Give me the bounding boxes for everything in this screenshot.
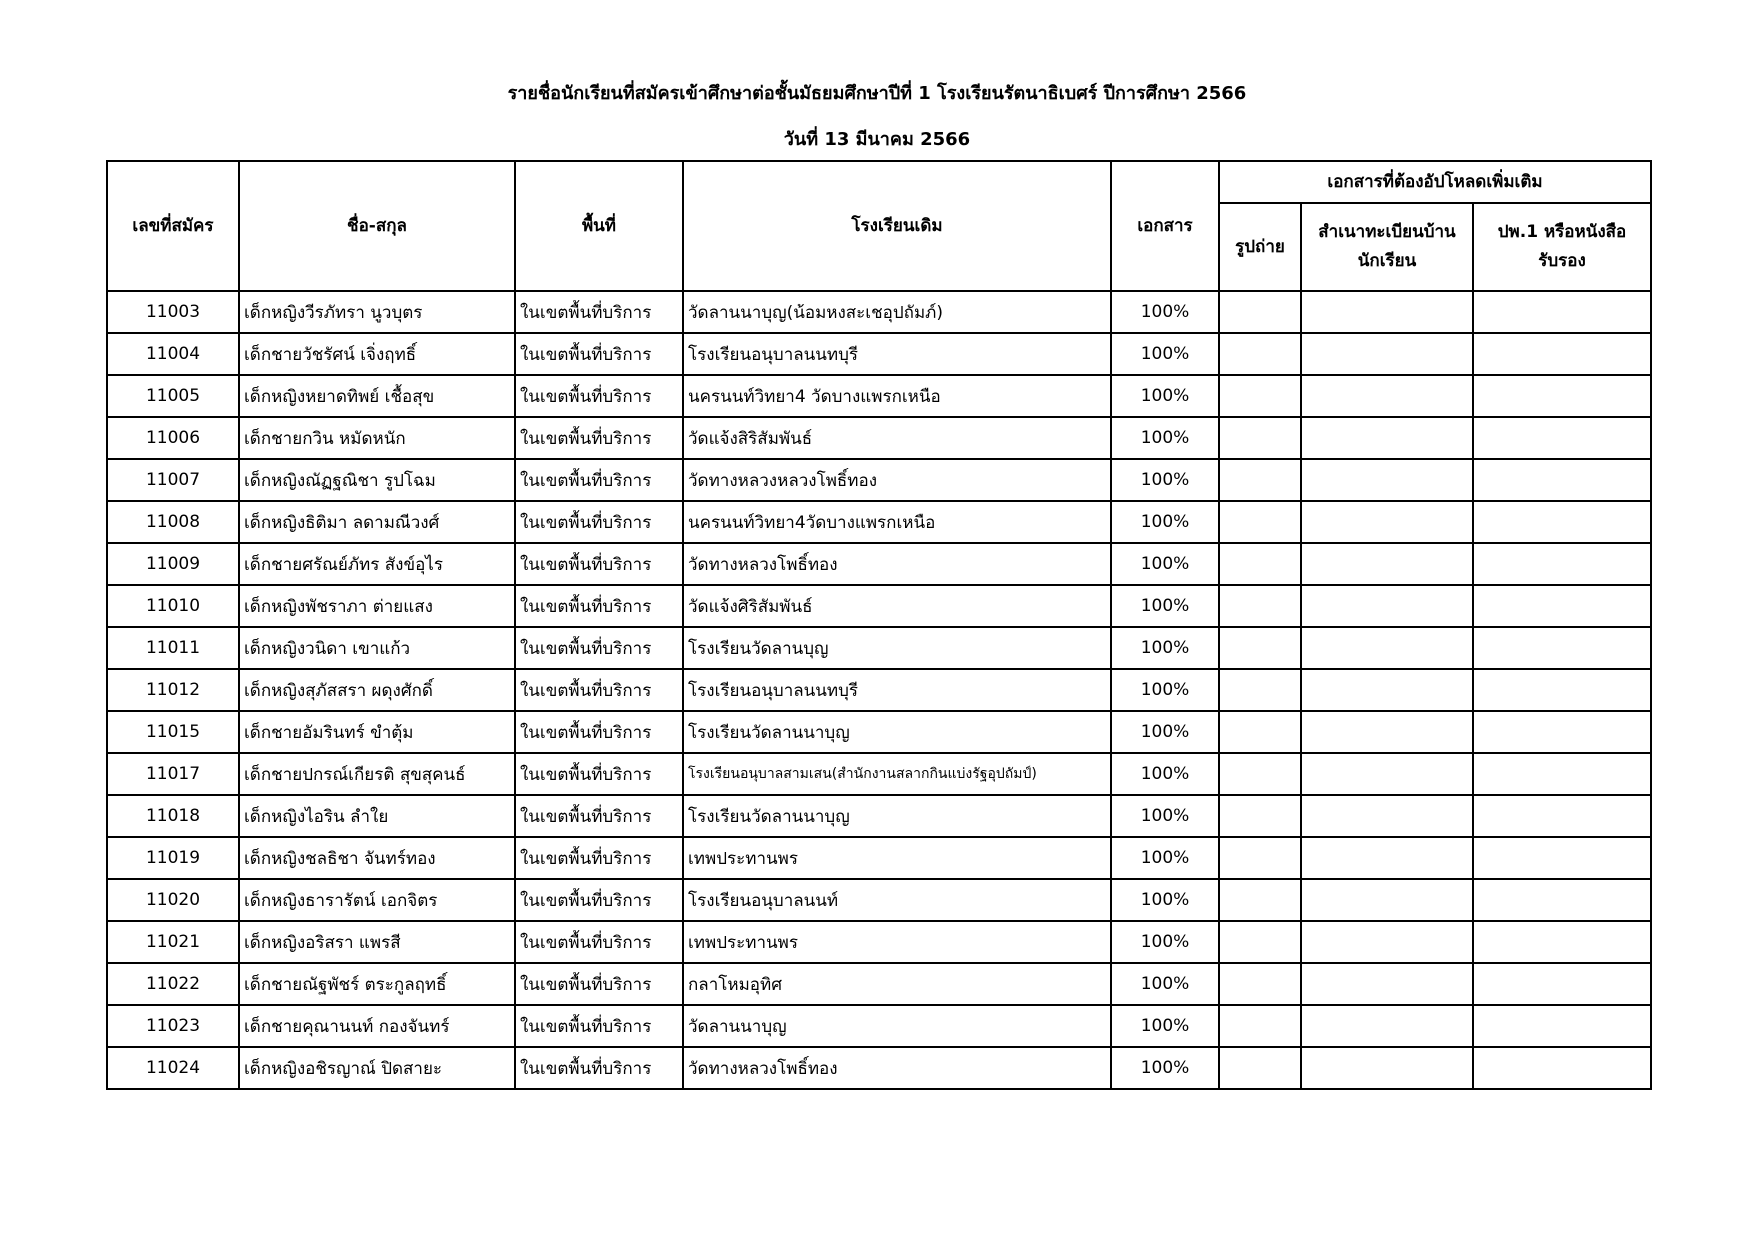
previous-school: โรงเรียนวัดลานนาบุญ [683,795,1111,837]
document-status: 100% [1111,711,1219,753]
document-status: 100% [1111,291,1219,333]
document-status: 100% [1111,837,1219,879]
photo-upload-cell [1219,879,1301,921]
certificate-upload-cell [1473,417,1651,459]
previous-school: วัดแจ้งศิริสัมพันธ์ [683,585,1111,627]
applicant-id: 11009 [107,543,239,585]
service-area: ในเขตพื้นที่บริการ [515,921,683,963]
student-name: เด็กชายปกรณ์เกียรติ สุขสุคนธ์ [239,753,515,795]
house-registration-upload-cell [1301,879,1473,921]
house-registration-upload-cell [1301,753,1473,795]
photo-upload-cell [1219,669,1301,711]
photo-upload-cell [1219,459,1301,501]
applicant-id: 11018 [107,795,239,837]
table-row [107,417,1651,459]
service-area: ในเขตพื้นที่บริการ [515,1005,683,1047]
photo-upload-cell [1219,921,1301,963]
table-row [107,375,1651,417]
table-row [107,291,1651,333]
photo-upload-cell [1219,795,1301,837]
house-registration-upload-cell [1301,585,1473,627]
document-status: 100% [1111,753,1219,795]
certificate-upload-cell [1473,963,1651,1005]
service-area: ในเขตพื้นที่บริการ [515,627,683,669]
student-name: เด็กหญิงธิติมา ลดามณีวงศ์ [239,501,515,543]
applicant-id: 11012 [107,669,239,711]
document-status: 100% [1111,585,1219,627]
previous-school: โรงเรียนวัดลานนาบุญ [683,711,1111,753]
applicant-id: 11004 [107,333,239,375]
previous-school: วัดลานนาบุญ [683,1005,1111,1047]
photo-upload-cell [1219,375,1301,417]
table-row [107,711,1651,753]
certificate-upload-cell [1473,837,1651,879]
column-header-name: ชื่อ-สกุล [239,161,515,291]
document-status: 100% [1111,1005,1219,1047]
house-registration-upload-cell [1301,711,1473,753]
document-status: 100% [1111,921,1219,963]
certificate-upload-cell [1473,711,1651,753]
table-row [107,795,1651,837]
house-registration-upload-cell [1301,627,1473,669]
student-name: เด็กหญิงวีรภัทรา นูวบุตร [239,291,515,333]
table-row [107,669,1651,711]
previous-school: เทพประทานพร [683,921,1111,963]
service-area: ในเขตพื้นที่บริการ [515,585,683,627]
applicant-id: 11021 [107,921,239,963]
house-registration-upload-cell [1301,501,1473,543]
photo-upload-cell [1219,585,1301,627]
previous-school: โรงเรียนอนุบาลนนท์ [683,879,1111,921]
student-name: เด็กหญิงพัชราภา ต่ายแสง [239,585,515,627]
service-area: ในเขตพื้นที่บริการ [515,1047,683,1089]
house-registration-upload-cell [1301,417,1473,459]
certificate-upload-cell [1473,921,1651,963]
document-status: 100% [1111,879,1219,921]
service-area: ในเขตพื้นที่บริการ [515,291,683,333]
document-status: 100% [1111,417,1219,459]
certificate-upload-cell [1473,1047,1651,1089]
certificate-upload-cell [1473,879,1651,921]
certificate-upload-cell [1473,585,1651,627]
photo-upload-cell [1219,543,1301,585]
photo-upload-cell [1219,501,1301,543]
certificate-upload-cell [1473,795,1651,837]
photo-upload-cell [1219,417,1301,459]
applicant-id: 11003 [107,291,239,333]
house-registration-upload-cell [1301,963,1473,1005]
certificate-upload-cell [1473,501,1651,543]
document-status: 100% [1111,963,1219,1005]
service-area: ในเขตพื้นที่บริการ [515,333,683,375]
table-row [107,921,1651,963]
applicant-id: 11011 [107,627,239,669]
column-header-house-registration: สำเนาทะเบียนบ้าน นักเรียน [1301,203,1473,291]
student-name: เด็กหญิงสุภัสสรา ผดุงศักดิ์ [239,669,515,711]
house-registration-upload-cell [1301,375,1473,417]
column-header-certificate: ปพ.1 หรือหนังสือรับรอง [1473,203,1651,291]
applicant-table [106,160,1652,1090]
table-row [107,1047,1651,1089]
document-status: 100% [1111,795,1219,837]
service-area: ในเขตพื้นที่บริการ [515,543,683,585]
previous-school: โรงเรียนอนุบาลสามเสน(สำนักงานสลากกินแบ่งรัฐอุปถัมป์) [683,753,1111,795]
certificate-upload-cell [1473,333,1651,375]
house-registration-upload-cell [1301,795,1473,837]
column-header-photo: รูปถ่าย [1219,203,1301,291]
photo-upload-cell [1219,627,1301,669]
document-status: 100% [1111,669,1219,711]
student-name: เด็กหญิงวนิดา เขาแก้ว [239,627,515,669]
student-name: เด็กหญิงณัฏฐณิชา รูปโฉม [239,459,515,501]
column-header-id: เลขที่สมัคร [107,161,239,291]
table-row [107,585,1651,627]
certificate-upload-cell [1473,291,1651,333]
table-row [107,543,1651,585]
document-status: 100% [1111,459,1219,501]
previous-school: นครนนท์วิทยา4วัดบางแพรกเหนือ [683,501,1111,543]
applicant-id: 11023 [107,1005,239,1047]
applicant-id: 11024 [107,1047,239,1089]
student-name: เด็กหญิงอริสรา แพรสี [239,921,515,963]
column-header-school: โรงเรียนเดิม [683,161,1111,291]
student-name: เด็กชายวัชรัศน์ เจิ่งฤทธิ์ [239,333,515,375]
table-row [107,459,1651,501]
document-status: 100% [1111,375,1219,417]
house-registration-upload-cell [1301,669,1473,711]
certificate-upload-cell [1473,375,1651,417]
house-registration-upload-cell [1301,543,1473,585]
applicant-id: 11005 [107,375,239,417]
previous-school: นครนนท์วิทยา4 วัดบางแพรกเหนือ [683,375,1111,417]
applicant-id: 11010 [107,585,239,627]
previous-school: วัดทางหลวงหลวงโพธิ์ทอง [683,459,1111,501]
table-row [107,627,1651,669]
certificate-upload-cell [1473,753,1651,795]
photo-upload-cell [1219,291,1301,333]
previous-school: เทพประทานพร [683,837,1111,879]
student-name: เด็กหญิงไอริน ลำใย [239,795,515,837]
student-name: เด็กชายกวิน หมัดหนัก [239,417,515,459]
table-row [107,837,1651,879]
applicant-id: 11017 [107,753,239,795]
student-name: เด็กชายศรัณย์ภัทร สังข์อุไร [239,543,515,585]
service-area: ในเขตพื้นที่บริการ [515,753,683,795]
service-area: ในเขตพื้นที่บริการ [515,669,683,711]
service-area: ในเขตพื้นที่บริการ [515,375,683,417]
previous-school: วัดทางหลวงโพธิ์ทอง [683,543,1111,585]
house-registration-upload-cell [1301,921,1473,963]
document-status: 100% [1111,543,1219,585]
photo-upload-cell [1219,753,1301,795]
photo-upload-cell [1219,1047,1301,1089]
service-area: ในเขตพื้นที่บริการ [515,963,683,1005]
student-name: เด็กชายอัมรินทร์ ขำตุ้ม [239,711,515,753]
previous-school: กลาโหมอุทิศ [683,963,1111,1005]
applicant-id: 11008 [107,501,239,543]
student-name: เด็กหญิงชลธิชา จันทร์ทอง [239,837,515,879]
photo-upload-cell [1219,711,1301,753]
service-area: ในเขตพื้นที่บริการ [515,837,683,879]
student-name: เด็กหญิงอชิรญาณ์ ปิดสายะ [239,1047,515,1089]
table-row [107,1005,1651,1047]
document-status: 100% [1111,501,1219,543]
house-registration-upload-cell [1301,1047,1473,1089]
applicant-id: 11015 [107,711,239,753]
applicant-id: 11007 [107,459,239,501]
column-header-docs: เอกสาร [1111,161,1219,291]
service-area: ในเขตพื้นที่บริการ [515,711,683,753]
table-row [107,963,1651,1005]
previous-school: โรงเรียนอนุบาลนนทบุรี [683,669,1111,711]
document-date: วันที่ 13 มีนาคม 2566 [783,129,971,150]
house-registration-upload-cell [1301,1005,1473,1047]
service-area: ในเขตพื้นที่บริการ [515,879,683,921]
student-name: เด็กชายคุณานนท์ กองจันทร์ [239,1005,515,1047]
document-status: 100% [1111,1047,1219,1089]
certificate-upload-cell [1473,669,1651,711]
table-row [107,879,1651,921]
applicant-id: 11019 [107,837,239,879]
table-row [107,333,1651,375]
previous-school: วัดลานนาบุญ(น้อมหงสะเชอุปถัมภ์) [683,291,1111,333]
photo-upload-cell [1219,333,1301,375]
column-header-upload-group: เอกสารที่ต้องอัปโหลดเพิ่มเติม [1219,161,1651,203]
certificate-upload-cell [1473,459,1651,501]
student-name: เด็กหญิงหยาดทิพย์ เชื้อสุข [239,375,515,417]
previous-school: วัดทางหลวงโพธิ์ทอง [683,1047,1111,1089]
certificate-upload-cell [1473,627,1651,669]
document-status: 100% [1111,627,1219,669]
service-area: ในเขตพื้นที่บริการ [515,459,683,501]
certificate-upload-cell [1473,1005,1651,1047]
previous-school: วัดแจ้งสิริสัมพันธ์ [683,417,1111,459]
service-area: ในเขตพื้นที่บริการ [515,501,683,543]
previous-school: โรงเรียนวัดลานบุญ [683,627,1111,669]
student-name: เด็กหญิงธารารัตน์ เอกจิตร [239,879,515,921]
table-body [107,291,1651,1089]
house-registration-upload-cell [1301,291,1473,333]
house-registration-upload-cell [1301,837,1473,879]
photo-upload-cell [1219,837,1301,879]
applicant-id: 11022 [107,963,239,1005]
photo-upload-cell [1219,963,1301,1005]
house-registration-upload-cell [1301,459,1473,501]
applicant-id: 11020 [107,879,239,921]
column-header-area: พื้นที่ [515,161,683,291]
service-area: ในเขตพื้นที่บริการ [515,417,683,459]
document-status: 100% [1111,333,1219,375]
house-registration-upload-cell [1301,333,1473,375]
table-row [107,501,1651,543]
table-row [107,753,1651,795]
photo-upload-cell [1219,1005,1301,1047]
applicant-id: 11006 [107,417,239,459]
previous-school: โรงเรียนอนุบาลนนทบุรี [683,333,1111,375]
service-area: ในเขตพื้นที่บริการ [515,795,683,837]
certificate-upload-cell [1473,543,1651,585]
student-name: เด็กชายณัฐพัชร์ ตระกูลฤทธิ์ [239,963,515,1005]
document-title: รายชื่อนักเรียนที่สมัครเข้าศึกษาต่อชั้นมัธยมศึกษาปีที่ 1 โรงเรียนรัตนาธิเบศร์ ปีการศึกษา 2566 [507,83,1247,104]
